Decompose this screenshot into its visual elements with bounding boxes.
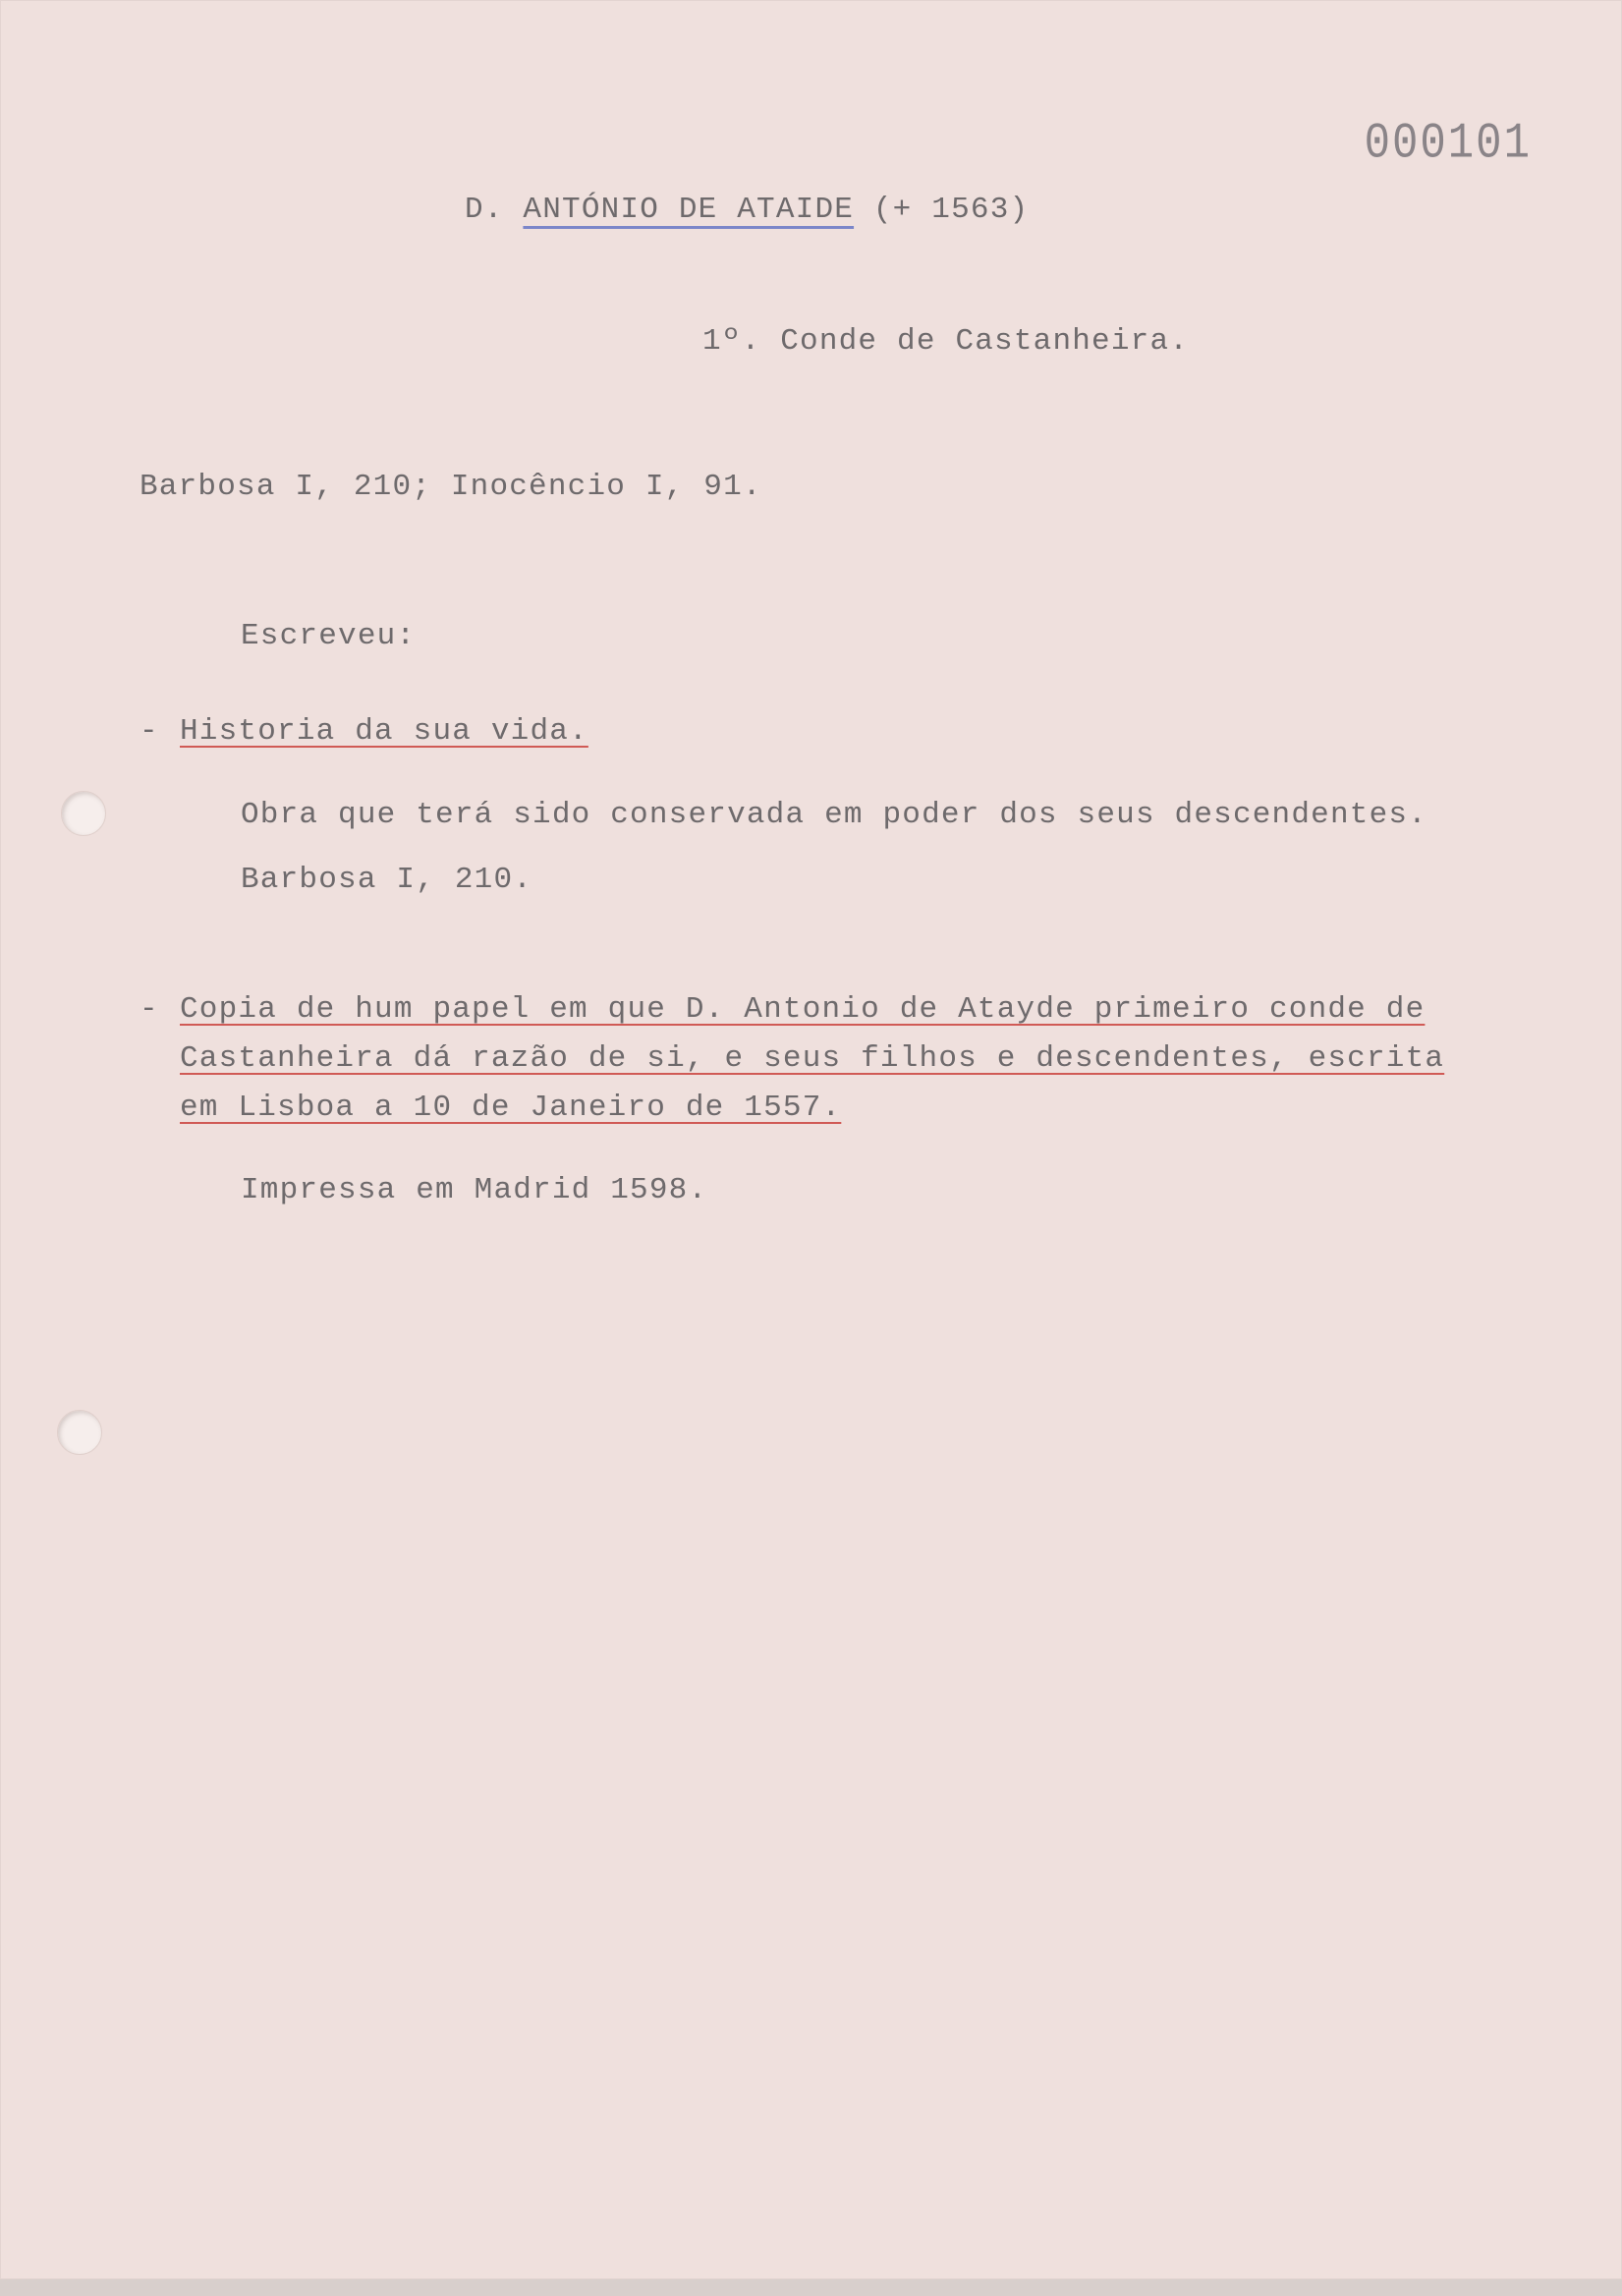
title-prefix: D. xyxy=(465,193,524,227)
punch-hole-lower xyxy=(57,1410,102,1455)
work-1-note-2: Barbosa I, 210. xyxy=(241,863,533,897)
work-2-title-line-1: Copia de hum papel em que D. Antonio de Atayde primeiro conde de xyxy=(180,992,1426,1027)
references: Barbosa I, 210; Inocêncio I, 91. xyxy=(140,470,762,504)
work-2-title-line-2: Castanheira dá razão de si, e seus filhos e descendentes, escrita xyxy=(180,1041,1445,1076)
work-2-title-line-3: em Lisboa a 10 de Janeiro de 1557. xyxy=(180,1091,842,1125)
work-2-note-1: Impressa em Madrid 1598. xyxy=(241,1173,708,1207)
punch-hole-upper xyxy=(61,791,106,836)
work-2-marker: - xyxy=(140,992,158,1027)
wrote-label: Escreveu: xyxy=(241,619,417,653)
archive-stamp-number: 000101 xyxy=(1364,116,1532,173)
title-suffix: (+ 1563) xyxy=(854,193,1030,227)
work-1-title: Historia da sua vida. xyxy=(180,714,588,749)
page-title xyxy=(465,193,1029,227)
subtitle: 1º. Conde de Castanheira. xyxy=(702,324,1190,359)
work-1-note-1: Obra que terá sido conservada em poder dos seus descendentes. xyxy=(241,798,1427,832)
title-name: ANTÓNIO DE ATAIDE xyxy=(523,193,855,227)
work-1-marker: - xyxy=(140,714,158,749)
